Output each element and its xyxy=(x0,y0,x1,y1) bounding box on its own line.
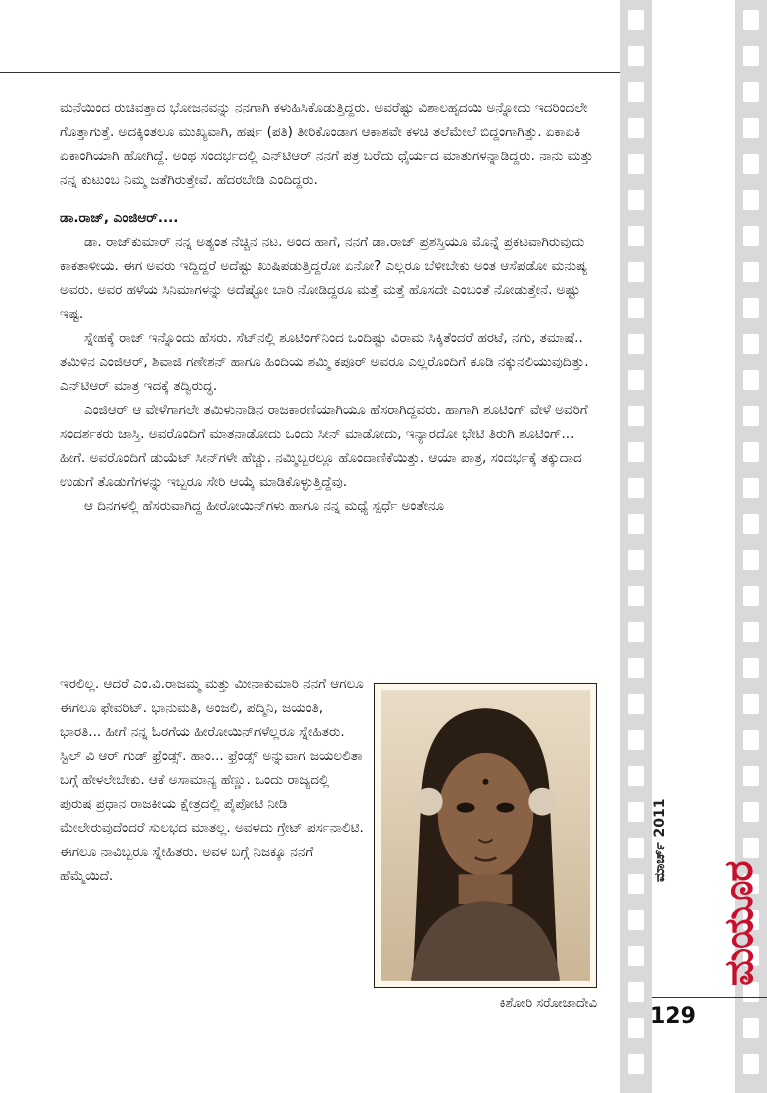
film-right-hole xyxy=(743,334,759,354)
film-left-hole xyxy=(628,910,644,930)
footer-rule xyxy=(652,997,767,998)
film-right-hole xyxy=(743,442,759,462)
film-right-hole xyxy=(743,622,759,642)
film-left-hole xyxy=(628,82,644,102)
film-left-hole xyxy=(628,46,644,66)
page-number: 129 xyxy=(650,1004,696,1029)
film-right-hole xyxy=(743,586,759,606)
top-rule xyxy=(0,72,620,73)
film-left-hole xyxy=(628,406,644,426)
film-right-hole xyxy=(743,154,759,174)
paragraph-raj: ಡಾ. ರಾಜ್‌ಕುಮಾರ್ ನನ್ನ ಅತ್ಯಂತ ನೆಚ್ಚಿನ ನಟ. ಅಂದ ಹಾಗೆ, ನನಗೆ ಡಾ.ರಾಜ್ ಪ್ರಶಸ್ತಿಯೂ ಮೊನ್ನೆ ಪ್ರಕಟವಾಗಿರುವುದು ಕಾಕತಾಳೀಯ. ಈಗ ಅವರು ಇದ್ದಿದ್ದರೆ ಅದೆಷ್ಟು ಖುಷಿಪಡುತ್ತಿದ್ದರೋ ಏನೋ? ಎಲ್ಲರೂ ಬೆಳೀಬೇಕು ಅಂತ ಆಸೆಪಡೋ ಮನುಷ್ಯ ಅವರು. ಅವರ ಹಳೆಯ ಸಿನಿಮಾಗಳನ್ನು ಅದೆಷ್ಟೋ ಬಾರಿ ನೋಡಿದ್ದರೂ ಮತ್ತೆ ಮತ್ತೆ ಹೊಸದೇ ಎಂಬಂತೆ ನೋಡುತ್ತೇನೆ. ಅಷ್ಟು ಇಷ್ಟ. xyxy=(60,234,588,322)
film-left-hole xyxy=(628,226,644,246)
film-left-hole xyxy=(628,802,644,822)
film-left-hole xyxy=(628,550,644,570)
film-right-hole xyxy=(743,298,759,318)
film-left-hole xyxy=(628,1054,644,1074)
section-heading: ಡಾ.ರಾಜ್, ಎಂಜಿಆರ್.... xyxy=(60,210,179,226)
paragraph-friendship: ಸ್ನೇಹಕ್ಕೆ ರಾಜ್ ಇನ್ನೊಂದು ಹೆಸರು. ಸೆಟ್‌ನಲ್ಲಿ ಶೂಟಿಂಗ್‌ನಿಂದ ಒಂದಿಷ್ಟು ವಿರಾಮ ಸಿಕ್ಕಿತೆಂದರೆ ಹರಟೆ, ನಗು, ತಮಾಷೆ.. ತಮಿಳಿನ ಎಂಜಿಆರ್, ಶಿವಾಜಿ ಗಣೇಶನ್ ಹಾಗೂ ಹಿಂದಿಯ ಶಮ್ಮಿ ಕಪೂರ್ ಅವರೂ ಎಲ್ಲರೊಂದಿಗೆ ಕೂಡಿ ನಕ್ಕುನಲಿಯುವುದಿತ್ತು. ಎನ್‌ಟಿಆರ್ ಮಾತ್ರ ಇದಕ್ಕೆ ತದ್ವಿರುದ್ಧ. xyxy=(60,330,589,394)
film-left-hole xyxy=(628,10,644,30)
film-right-hole xyxy=(743,478,759,498)
film-right-hole xyxy=(743,190,759,210)
film-right-hole xyxy=(743,46,759,66)
film-left-hole xyxy=(628,658,644,678)
film-right-hole xyxy=(743,658,759,678)
film-right-hole xyxy=(743,406,759,426)
paragraph-heroines: ಆ ದಿನಗಳಲ್ಲಿ ಹೆಸರುವಾಗಿದ್ದ ಹೀರೋಯಿನ್‌ಗಳು ಹಾಗೂ ನನ್ನ ಮಧ್ಯೆ ಸ್ಪರ್ಧೆ ಅಂತೇನೂ xyxy=(84,498,445,514)
film-right-hole xyxy=(743,838,759,858)
film-left-hole xyxy=(628,442,644,462)
film-right-hole xyxy=(743,550,759,570)
film-right-hole xyxy=(743,118,759,138)
film-left-hole xyxy=(628,622,644,642)
film-left-hole xyxy=(628,982,644,1002)
film-left-hole xyxy=(628,766,644,786)
issue-date: ಮಾರ್ಚ್ 2011 xyxy=(652,798,668,882)
film-left-hole xyxy=(628,946,644,966)
magazine-logo: ಮಯೂರ xyxy=(716,861,762,986)
film-left-hole xyxy=(628,334,644,354)
film-right-hole xyxy=(743,766,759,786)
film-right-hole xyxy=(743,1054,759,1074)
film-left-hole xyxy=(628,478,644,498)
paragraph-mgr: ಎಂಜಿಆರ್ ಆ ವೇಳೆಗಾಗಲೇ ತಮಿಳುನಾಡಿನ ರಾಜಕಾರಣಿಯಾಗಿಯೂ ಹೆಸರಾಗಿದ್ದವರು. ಹಾಗಾಗಿ ಶೂಟಿಂಗ್ ವೇಳೆ ಅವರಿಗೆ ಸಂದರ್ಶಕರು ಜಾಸ್ತಿ. ಅವರೊಂದಿಗೆ ಮಾತನಾಡೋದು ಒಂದು ಸೀನ್ ಮಾಡೋದು, ಇನ್ಯಾರದೋ ಭೇಟಿ ತಿರುಗಿ ಶೂಟಿಂಗ್... ಹೀಗೆ. ಅವರೊಂದಿಗೆ ಡುಯೆಟ್ ಸೀನ್‌ಗಳೇ ಹೆಚ್ಚು. ನಮ್ಮಿಬ್ಬರಲ್ಲೂ ಹೊಂದಾಣಿಕೆಯಿತ್ತು. ಆಯಾ ಪಾತ್ರ, ಸಂದರ್ಭಕ್ಕೆ ತಕ್ಕುದಾದ ಉಡುಗೆ ತೊಡುಗೆಗಳನ್ನು ಇಬ್ಬರೂ ಸೇರಿ ಆಯ್ಕೆ ಮಾಡಿಕೊಳ್ಳುತ್ತಿದ್ದೆವು. xyxy=(60,402,588,490)
paragraph-intro: ಮನೆಯಿಂದ ರುಚಿವತ್ತಾದ ಭೋಜನವನ್ನು ನನಗಾಗಿ ಕಳುಹಿಸಿಕೊಡುತ್ತಿದ್ದರು. ಅವರೆಷ್ಟು ವಿಶಾಲಹೃದಯಿ ಅನ್ನೋದು ಇದರಿಂದಲೇ ಗೊತ್ತಾಗುತ್ತೆ. ಅದಕ್ಕಿಂತಲೂ ಮುಖ್ಯವಾಗಿ, ಹರ್ಷ (ಪತಿ) ತೀರಿಕೊಂಡಾಗ ಆಕಾಶವೇ ಕಳಚಿ ತಲೆಮೇಲೆ ಬಿದ್ದಂಗಾಗಿತ್ತು. ಏಕಾಏಕಿ ಏಕಾಂಗಿಯಾಗಿ ಹೋಗಿದ್ದೆ. ಅಂಥ ಸಂದರ್ಭದಲ್ಲಿ ಎನ್‌ಟಿಆರ್ ನನಗೆ ಪತ್ರ ಬರೆದು ಧೈರ್ಯದ ಮಾತುಗಳನ್ನಾಡಿದ್ದರು. ನಾನು ಮತ್ತು ನನ್ನ ಕುಟುಂಬ ನಿಮ್ಮ ಜತೆಗಿರುತ್ತೇವೆ. ಹೆದರಬೇಡಿ ಎಂದಿದ್ದರು. xyxy=(60,100,594,188)
film-right-hole xyxy=(743,226,759,246)
film-left-hole xyxy=(628,730,644,750)
film-left-hole xyxy=(628,1018,644,1038)
film-left-hole xyxy=(628,262,644,282)
portrait-photo xyxy=(374,683,597,988)
film-right-hole xyxy=(743,82,759,102)
film-right-hole xyxy=(743,1018,759,1038)
film-left-hole xyxy=(628,370,644,390)
film-holes-left xyxy=(628,0,644,1093)
photo-caption: ಕಿಶೋರಿ ಸರೋಜಾದೇವಿ xyxy=(499,996,597,1011)
film-left-hole xyxy=(628,874,644,894)
article-body xyxy=(60,96,600,518)
film-right-hole xyxy=(743,730,759,750)
film-right-hole xyxy=(743,370,759,390)
article-body-wrap xyxy=(60,672,365,888)
film-left-hole xyxy=(628,514,644,534)
film-left-hole xyxy=(628,154,644,174)
film-right-hole xyxy=(743,262,759,282)
film-right-hole xyxy=(743,514,759,534)
film-left-hole xyxy=(628,190,644,210)
film-right-hole xyxy=(743,10,759,30)
film-left-hole xyxy=(628,694,644,714)
film-right-hole xyxy=(743,694,759,714)
portrait-image xyxy=(381,690,590,981)
film-left-hole xyxy=(628,838,644,858)
paragraph-wrap: ಇರಲಿಲ್ಲ. ಆದರೆ ಎಂ.ವಿ.ರಾಜಮ್ಮ ಮತ್ತು ಮೀನಾಕುಮಾರಿ ನನಗೆ ಆಗಲೂ ಈಗಲೂ ಫೇವರಿಟ್. ಭಾನುಮತಿ, ಅಂಜಲಿ, ಪದ್ಮಿನಿ, ಜಯಂತಿ, ಭಾರತಿ... ಹೀಗೆ ನನ್ನ ಓರಗೆಯ ಹೀರೋಯಿನ್‌ಗಳೆಲ್ಲರೂ ಸ್ನೇಹಿತರು. ಸ್ಟಿಲ್ ವಿ ಆರ್ ಗುಡ್ ಫ್ರೆಂಡ್ಸ್. ಹಾಂ... ಫ್ರೆಂಡ್ಸ್ ಅನ್ನುವಾಗ ಜಯಲಲಿತಾ ಬಗ್ಗೆ ಹೇಳಲೇಬೇಕು. ಆಕೆ ಅಸಾಮಾನ್ಯ ಹೆಣ್ಣು. ಒಂದು ರಾಜ್ಯದಲ್ಲಿ ಪುರುಷ ಪ್ರಧಾನ ರಾಜಕೀಯ ಕ್ಷೇತ್ರದಲ್ಲಿ ಪೈಪೋಟಿ ನೀಡಿ ಮೇಲೇರುವುದೆಂದರೆ ಸುಲಭದ ಮಾತಲ್ಲ. ಅವಳದು ಗ್ರೇಟ್ ಪರ್ಸನಾಲಿಟಿ. ಈಗಲೂ ನಾವಿಬ್ಬರೂ ಸ್ನೇಹಿತರು. ಅವಳ ಬಗ್ಗೆ ನಿಜಕ್ಕೂ ನನಗೆ ಹೆಮ್ಮೆಯಿದೆ. xyxy=(60,676,364,884)
film-left-hole xyxy=(628,298,644,318)
film-left-hole xyxy=(628,118,644,138)
film-right-hole xyxy=(743,802,759,822)
film-left-hole xyxy=(628,586,644,606)
